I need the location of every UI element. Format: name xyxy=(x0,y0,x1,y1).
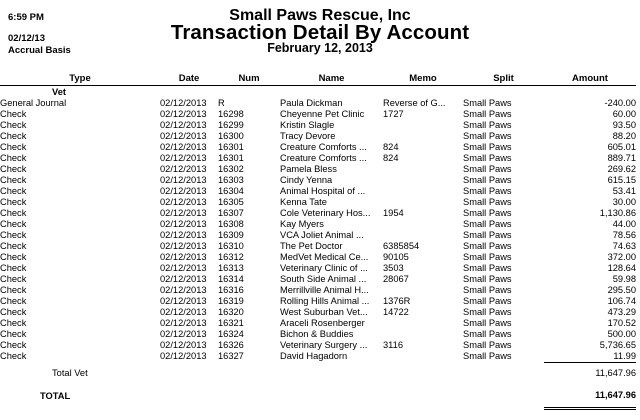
table-row[interactable] xyxy=(0,109,636,120)
cell-split: Small Paws xyxy=(463,274,512,284)
table-row[interactable] xyxy=(0,98,636,109)
cell-num: 16324 xyxy=(218,329,244,339)
cell-split: Small Paws xyxy=(463,263,512,273)
cell-amount: 93.50 xyxy=(612,120,636,130)
cell-date: 02/12/2013 xyxy=(160,142,207,152)
cell-split: Small Paws xyxy=(463,208,512,218)
cell-date: 02/12/2013 xyxy=(160,263,207,273)
table-row[interactable] xyxy=(0,131,636,142)
cell-type: Check xyxy=(0,274,27,284)
cell-name: South Side Animal ... xyxy=(280,274,367,284)
cell-split: Small Paws xyxy=(463,285,512,295)
cell-memo: 6385854 xyxy=(383,241,420,251)
total-vet-label: Total Vet xyxy=(52,367,88,378)
cell-type: Check xyxy=(0,252,27,262)
cell-split: Small Paws xyxy=(463,252,512,262)
cell-amount: 60.00 xyxy=(612,109,636,119)
cell-memo xyxy=(383,230,463,241)
cell-memo xyxy=(383,329,463,340)
cell-num: 16304 xyxy=(218,186,244,196)
cell-memo: 90105 xyxy=(383,252,409,262)
cell-name: Paula Dickman xyxy=(280,98,343,108)
cell-name: David Hagadorn xyxy=(280,351,348,362)
report-time: 6:59 PM xyxy=(8,12,44,23)
cell-num: 16321 xyxy=(218,318,244,328)
col-header-type[interactable]: Type xyxy=(0,70,160,86)
cell-memo: 1727 xyxy=(383,109,404,119)
cell-amount: 889.71 xyxy=(607,153,636,163)
cell-amount: -240.00 xyxy=(604,98,636,108)
table-row[interactable] xyxy=(0,340,636,351)
cell-split: Small Paws xyxy=(463,153,512,163)
cell-amount: 44.00 xyxy=(612,219,636,229)
cell-amount: 170.52 xyxy=(607,318,636,328)
cell-date: 02/12/2013 xyxy=(160,109,207,119)
cell-memo: 824 xyxy=(383,142,399,152)
cell-num: 16307 xyxy=(218,208,244,218)
cell-amount: 1,130.86 xyxy=(599,208,636,218)
cell-date: 02/12/2013 xyxy=(160,98,207,108)
cell-num: 16301 xyxy=(218,142,244,152)
cell-name: Cole Veterinary Hos... xyxy=(280,208,371,218)
cell-name: Animal Hospital of ... xyxy=(280,186,366,196)
cell-split: Small Paws xyxy=(463,329,512,339)
cell-date: 02/12/2013 xyxy=(160,307,207,317)
cell-split: Small Paws xyxy=(463,318,512,328)
cell-date: 02/12/2013 xyxy=(160,329,207,339)
col-header-amount[interactable]: Amount xyxy=(544,70,636,86)
table-row[interactable] xyxy=(0,153,636,164)
cell-type: Check xyxy=(0,340,27,350)
cell-split: Small Paws xyxy=(463,351,512,362)
section-row xyxy=(0,86,636,99)
cell-type: General Journal xyxy=(0,98,67,108)
cell-num: 16302 xyxy=(218,164,244,174)
cell-split: Small Paws xyxy=(463,340,512,350)
cell-split: Small Paws xyxy=(463,241,512,251)
cell-num: 16299 xyxy=(218,120,244,130)
cell-date: 02/12/2013 xyxy=(160,186,207,196)
cell-date: 02/12/2013 xyxy=(160,340,207,350)
report-basis: Accrual Basis xyxy=(8,45,71,56)
cell-num: 16326 xyxy=(218,340,244,350)
report-date: 02/12/13 xyxy=(8,33,45,44)
cell-num: 16303 xyxy=(218,175,244,185)
col-header-split[interactable]: Split xyxy=(463,70,544,86)
cell-type: Check xyxy=(0,351,27,362)
cell-date: 02/12/2013 xyxy=(160,241,207,251)
grand-total-row xyxy=(0,383,636,409)
cell-num: 16310 xyxy=(218,241,244,251)
cell-num: 16320 xyxy=(218,307,244,317)
cell-split: Small Paws xyxy=(463,98,512,108)
cell-memo xyxy=(383,318,463,329)
cell-name: Kristin Slagle xyxy=(280,120,335,130)
cell-type: Check xyxy=(0,142,27,152)
cell-type: Check xyxy=(0,120,27,130)
table-row[interactable] xyxy=(0,274,636,285)
table-row[interactable] xyxy=(0,263,636,274)
cell-memo: 14722 xyxy=(383,307,409,317)
cell-split: Small Paws xyxy=(463,109,512,119)
transaction-table xyxy=(0,70,636,410)
table-row[interactable] xyxy=(0,197,636,208)
cell-split: Small Paws xyxy=(463,296,512,306)
cell-num: 16313 xyxy=(218,263,244,273)
cell-num: 16300 xyxy=(218,131,244,141)
table-row[interactable] xyxy=(0,219,636,230)
table-row[interactable] xyxy=(0,241,636,252)
cell-date: 02/12/2013 xyxy=(160,175,207,185)
cell-type: Check xyxy=(0,329,27,339)
cell-date: 02/12/2013 xyxy=(160,120,207,130)
cell-type: Check xyxy=(0,219,27,229)
cell-amount: 78.56 xyxy=(612,230,636,240)
cell-split: Small Paws xyxy=(463,175,512,185)
grand-total-label: TOTAL xyxy=(40,390,71,401)
cell-name: West Suburban Vet... xyxy=(280,307,368,317)
table-row[interactable] xyxy=(0,296,636,307)
cell-memo: 1376R xyxy=(383,296,411,306)
cell-type: Check xyxy=(0,175,27,185)
cell-type: Check xyxy=(0,307,27,317)
cell-num: 16309 xyxy=(218,230,244,240)
cell-date: 02/12/2013 xyxy=(160,351,207,362)
cell-name: VCA Joliet Animal ... xyxy=(280,230,364,240)
table-row[interactable] xyxy=(0,186,636,197)
cell-name: The Pet Doctor xyxy=(280,241,343,251)
col-header-num[interactable]: Num xyxy=(218,70,280,86)
cell-amount: 615.15 xyxy=(607,175,636,185)
cell-num: R xyxy=(218,98,225,108)
table-row[interactable] xyxy=(0,252,636,263)
cell-num: 16327 xyxy=(218,351,244,362)
cell-num: 16301 xyxy=(218,153,244,163)
cell-memo xyxy=(383,164,463,175)
cell-name: Cindy Yenna xyxy=(280,175,333,185)
cell-name: Pamela Bless xyxy=(280,164,337,174)
cell-date: 02/12/2013 xyxy=(160,164,207,174)
cell-type: Check xyxy=(0,153,27,163)
cell-memo: 824 xyxy=(383,153,399,163)
cell-name: Merrillville Animal H... xyxy=(280,285,369,295)
col-header-memo[interactable]: Memo xyxy=(383,70,463,86)
table-row[interactable] xyxy=(0,307,636,318)
cell-split: Small Paws xyxy=(463,186,512,196)
cell-memo xyxy=(383,120,463,131)
cell-split: Small Paws xyxy=(463,219,512,229)
cell-name: Kay Myers xyxy=(280,219,324,229)
table-row[interactable] xyxy=(0,208,636,219)
cell-amount: 5,736.65 xyxy=(599,340,636,350)
table-row[interactable] xyxy=(0,318,636,329)
cell-split: Small Paws xyxy=(463,120,512,130)
cell-name: Araceli Rosenberger xyxy=(280,318,365,328)
total-vet-amount: 11,647.96 xyxy=(544,363,636,384)
report-period: February 12, 2013 xyxy=(267,41,373,55)
cell-date: 02/12/2013 xyxy=(160,153,207,163)
cell-amount: 473.29 xyxy=(607,307,636,317)
cell-date: 02/12/2013 xyxy=(160,285,207,295)
cell-memo xyxy=(383,351,463,363)
cell-split: Small Paws xyxy=(463,307,512,317)
cell-num: 16308 xyxy=(218,219,244,229)
cell-name: Veterinary Clinic of ... xyxy=(280,263,368,273)
cell-amount: 295.50 xyxy=(607,285,636,295)
total-vet-row xyxy=(0,363,636,384)
grand-total-amount: 11,647.96 xyxy=(544,383,636,409)
cell-amount: 30.00 xyxy=(612,197,636,207)
cell-memo: Reverse of G... xyxy=(383,98,446,108)
cell-memo: 28067 xyxy=(383,274,409,284)
cell-amount: 11.99 xyxy=(613,351,636,361)
cell-name: Rolling Hills Animal ... xyxy=(280,296,370,306)
company-name: Small Paws Rescue, Inc xyxy=(229,7,411,24)
cell-amount: 106.74 xyxy=(607,296,636,306)
cell-num: 16319 xyxy=(218,296,244,306)
report-title: Transaction Detail By Account xyxy=(170,21,470,44)
cell-memo xyxy=(383,131,463,142)
cell-amount: 500.00 xyxy=(607,329,636,339)
cell-date: 02/12/2013 xyxy=(160,208,207,218)
cell-date: 02/12/2013 xyxy=(160,219,207,229)
column-header-row xyxy=(0,70,636,86)
cell-date: 02/12/2013 xyxy=(160,296,207,306)
cell-split: Small Paws xyxy=(463,164,512,174)
cell-name: Veterinary Surgery ... xyxy=(280,340,368,350)
cell-date: 02/12/2013 xyxy=(160,230,207,240)
cell-split: Small Paws xyxy=(463,131,512,141)
cell-split: Small Paws xyxy=(463,197,512,207)
cell-num: 16305 xyxy=(218,197,244,207)
cell-num: 16312 xyxy=(218,252,244,262)
cell-date: 02/12/2013 xyxy=(160,252,207,262)
cell-num: 16314 xyxy=(218,274,244,284)
cell-memo: 3503 xyxy=(383,263,404,273)
cell-amount: 128.64 xyxy=(607,263,636,273)
cell-name: MedVet Medical Ce... xyxy=(280,252,369,262)
cell-type: Check xyxy=(0,296,27,306)
cell-memo: 1954 xyxy=(383,208,404,218)
cell-memo xyxy=(383,175,463,186)
table-row[interactable] xyxy=(0,175,636,186)
cell-date: 02/12/2013 xyxy=(160,274,207,284)
cell-num: 16316 xyxy=(218,285,244,295)
cell-type: Check xyxy=(0,208,27,218)
cell-name: Bichon & Buddies xyxy=(280,329,354,339)
table-row[interactable] xyxy=(0,329,636,340)
cell-memo: 3116 xyxy=(383,340,403,350)
cell-type: Check xyxy=(0,197,27,207)
cell-type: Check xyxy=(0,263,27,273)
cell-memo xyxy=(383,285,463,296)
cell-type: Check xyxy=(0,164,27,174)
cell-type: Check xyxy=(0,230,27,240)
table-row[interactable] xyxy=(0,164,636,175)
cell-memo xyxy=(383,186,463,197)
section-label: Vet xyxy=(52,87,66,97)
cell-type: Check xyxy=(0,109,27,119)
cell-amount: 269.62 xyxy=(607,164,636,174)
table-row[interactable] xyxy=(0,285,636,296)
cell-amount: 605.01 xyxy=(607,142,636,152)
cell-memo xyxy=(383,197,463,208)
cell-num: 16298 xyxy=(218,109,244,119)
cell-name: Tracy Devore xyxy=(280,131,336,141)
cell-name: Kenna Tate xyxy=(280,197,327,207)
cell-amount: 372.00 xyxy=(607,252,636,262)
col-header-name[interactable]: Name xyxy=(280,70,383,86)
cell-amount: 74.63 xyxy=(612,241,636,251)
cell-name: Cheyenne Pet Clinic xyxy=(280,109,365,119)
cell-split: Small Paws xyxy=(463,142,512,152)
table-row[interactable] xyxy=(0,120,636,131)
cell-date: 02/12/2013 xyxy=(160,197,207,207)
cell-memo xyxy=(383,219,463,230)
cell-split: Small Paws xyxy=(463,230,512,240)
cell-type: Check xyxy=(0,241,27,251)
cell-name: Creature Comforts ... xyxy=(280,153,367,163)
table-row[interactable] xyxy=(0,142,636,153)
cell-amount: 88.20 xyxy=(612,131,636,141)
cell-type: Check xyxy=(0,186,27,196)
col-header-date[interactable]: Date xyxy=(160,70,218,86)
cell-amount: 53.41 xyxy=(612,186,636,196)
cell-type: Check xyxy=(0,285,27,295)
cell-date: 02/12/2013 xyxy=(160,318,207,328)
table-row[interactable] xyxy=(0,351,636,363)
table-row[interactable] xyxy=(0,230,636,241)
cell-type: Check xyxy=(0,131,27,141)
cell-amount: 59.98 xyxy=(612,274,636,284)
cell-date: 02/12/2013 xyxy=(160,131,207,141)
cell-name: Creature Comforts ... xyxy=(280,142,367,152)
cell-type: Check xyxy=(0,318,27,328)
